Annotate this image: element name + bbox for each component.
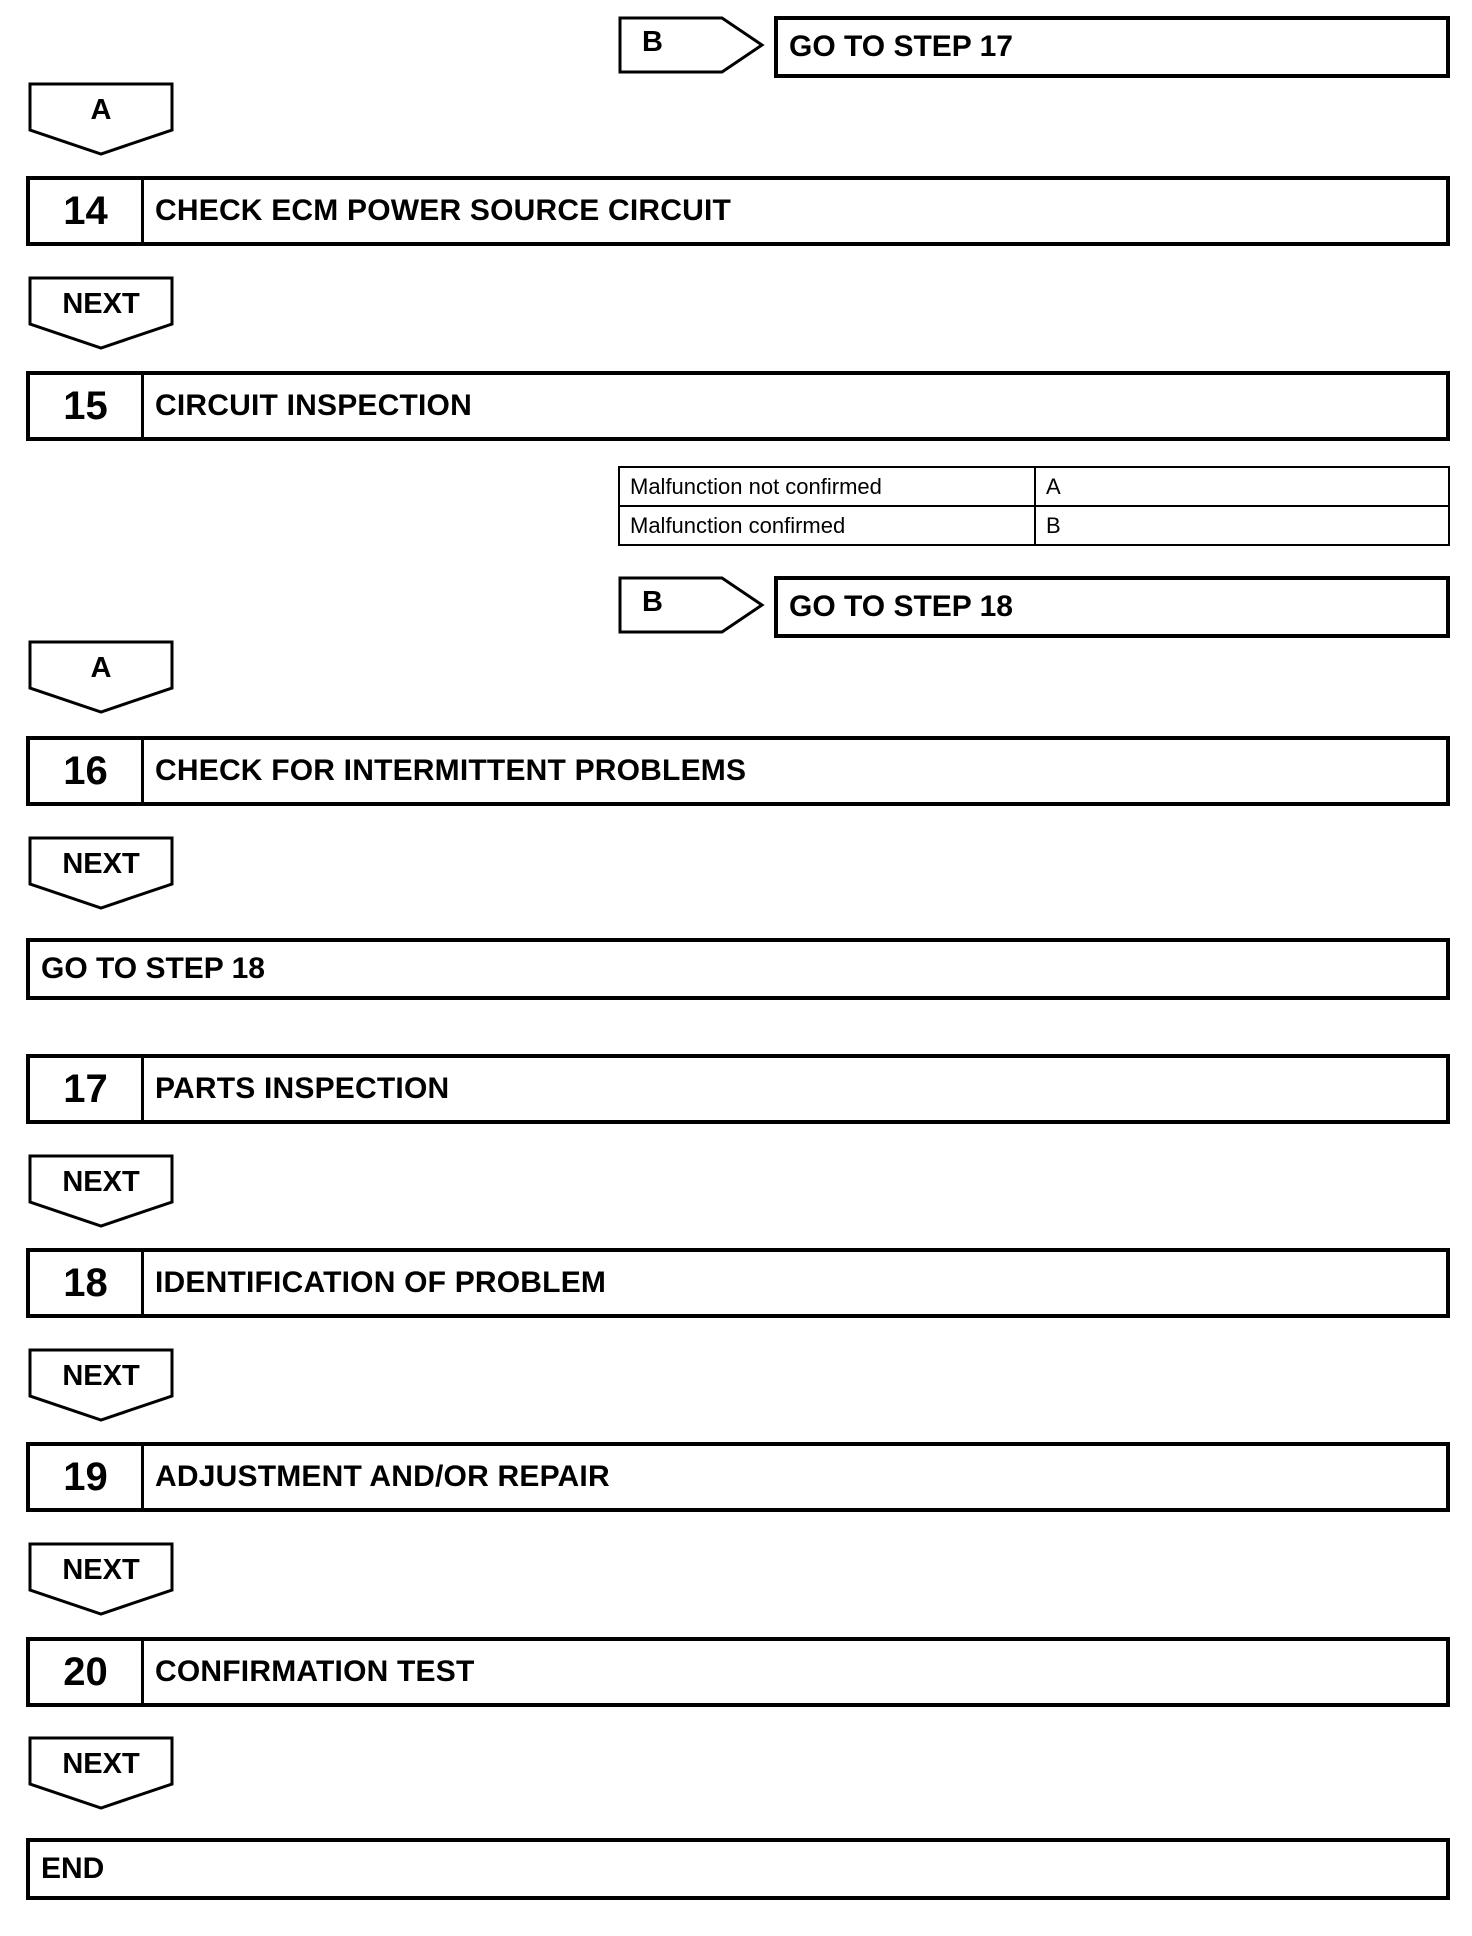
result-cell: A (1035, 467, 1449, 506)
goto-step-18-final-box: GO TO STEP 18 (26, 938, 1450, 1000)
next-connector (28, 1154, 174, 1228)
condition-cell: Malfunction not confirmed (619, 467, 1035, 506)
branch-b-label: B (642, 586, 663, 618)
next-connector (28, 1542, 174, 1616)
next-label: NEXT (62, 848, 140, 880)
step-title: CHECK FOR INTERMITTENT PROBLEMS (155, 754, 747, 787)
step-19-box (26, 1442, 1450, 1512)
connector-a (28, 640, 174, 714)
condition-cell: Malfunction confirmed (619, 506, 1035, 545)
step-18-box (26, 1248, 1450, 1318)
goto-step-17-box: GO TO STEP 17 (774, 16, 1450, 78)
next-label: NEXT (62, 1166, 140, 1198)
table-row (619, 506, 1449, 545)
step-14-box (26, 176, 1450, 246)
goto-step-18-box: GO TO STEP 18 (774, 576, 1450, 638)
step-title: CIRCUIT INSPECTION (155, 389, 472, 422)
step-number: 16 (30, 740, 144, 802)
next-label: NEXT (62, 1748, 140, 1780)
step-title: IDENTIFICATION OF PROBLEM (155, 1266, 607, 1299)
next-connector (28, 276, 174, 350)
step-number: 14 (30, 180, 144, 242)
step-number: 17 (30, 1058, 144, 1120)
step-17-box (26, 1054, 1450, 1124)
condition-table (618, 466, 1450, 546)
step-title: CHECK ECM POWER SOURCE CIRCUIT (155, 194, 732, 227)
next-connector (28, 1736, 174, 1810)
step-number: 19 (30, 1446, 144, 1508)
branch-b-label: B (642, 26, 663, 58)
step-title: ADJUSTMENT AND/OR REPAIR (155, 1460, 610, 1493)
table-row (619, 467, 1449, 506)
step-number: 15 (30, 375, 144, 437)
step-number: 18 (30, 1252, 144, 1314)
step-title: PARTS INSPECTION (155, 1072, 450, 1105)
branch-b-arrow (618, 576, 768, 634)
next-label: NEXT (62, 1360, 140, 1392)
next-connector (28, 1348, 174, 1422)
result-cell: B (1035, 506, 1449, 545)
connector-a-label: A (90, 94, 112, 126)
next-connector (28, 836, 174, 910)
step-15-box (26, 371, 1450, 441)
connector-a (28, 82, 174, 156)
next-label: NEXT (62, 288, 140, 320)
end-box: END (26, 1838, 1450, 1900)
next-label: NEXT (62, 1554, 140, 1586)
connector-a-label: A (90, 652, 112, 684)
step-16-box (26, 736, 1450, 806)
step-20-box (26, 1637, 1450, 1707)
step-number: 20 (30, 1641, 144, 1703)
step-title: CONFIRMATION TEST (155, 1655, 475, 1688)
branch-b-arrow (618, 16, 768, 74)
